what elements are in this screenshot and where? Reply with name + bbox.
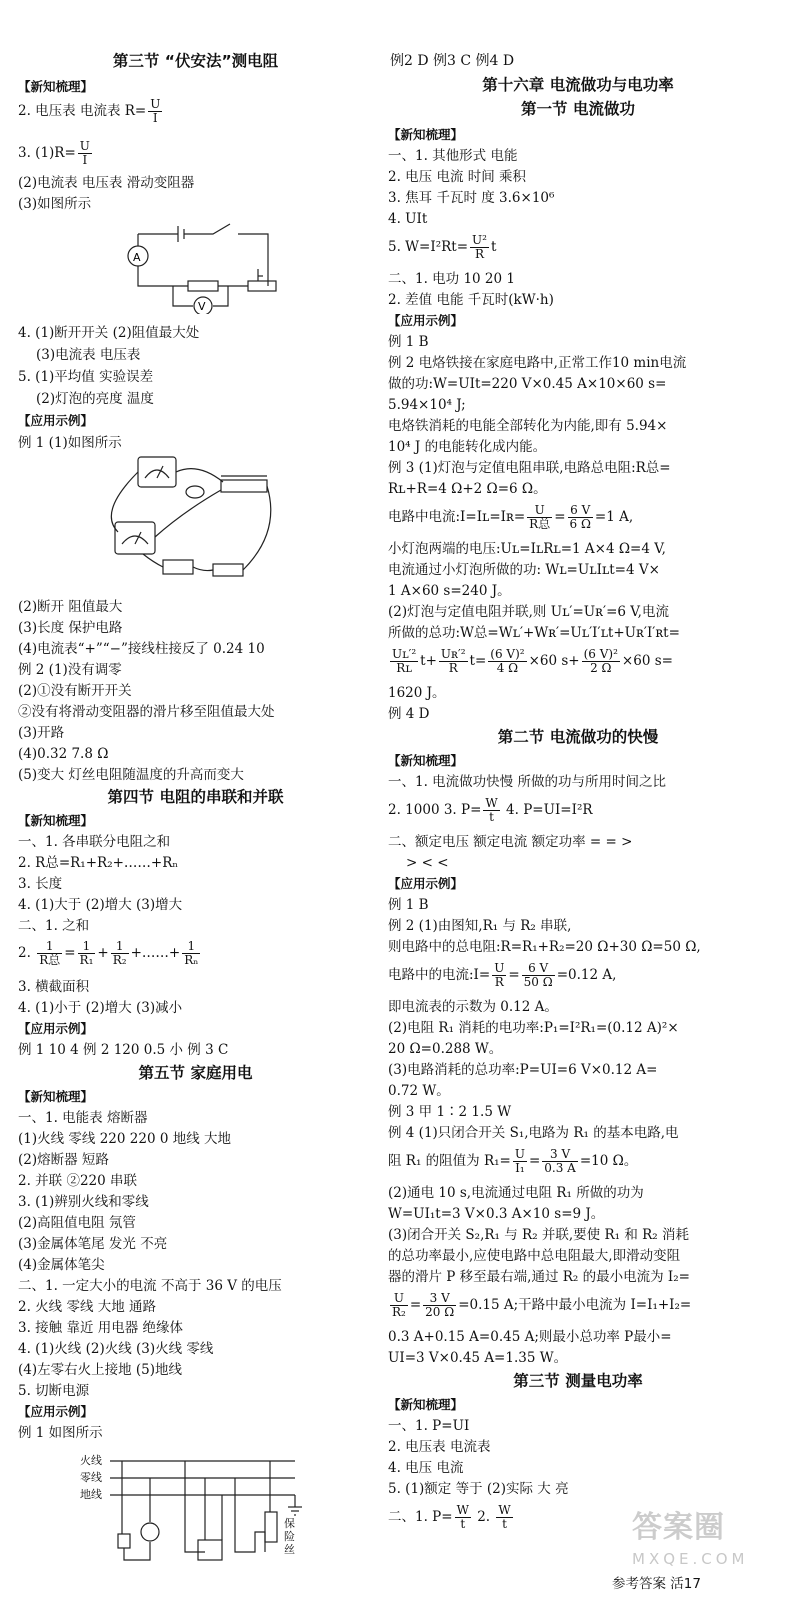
- answer-line: (2)断开 阻值最大: [18, 599, 123, 615]
- answer-line: 2. 电压 电流 时间 乘积: [388, 169, 527, 185]
- svg-text:A: A: [133, 251, 141, 264]
- answer-line: 所做的总功:W总=Wʟ′+Wʀ′=Uʟ′I′ʟt+Uʀ′I′ʀt=: [388, 625, 680, 641]
- answer-line: 一、1. 电流做功快慢 所做的功与所用时间之比: [388, 774, 666, 790]
- answer-line: 一、1. 各串联分电阻之和: [18, 834, 171, 850]
- answer-line: (1)火线 零线 220 220 0 地线 大地: [18, 1131, 231, 1147]
- answer-line: 4. (1)断开开关 (2)阻值最大处: [18, 325, 200, 341]
- answer-line: 二、额定电压 额定电流 额定功率 = = >: [388, 834, 633, 850]
- answer-line: 3. (1)R= $\frac{U}{I}$: [18, 139, 90, 167]
- answer-line: 4. (1)大于 (2)增大 (3)增大: [18, 897, 183, 913]
- answer-line: 二、1. P= $\frac{W}{t}$ 2. $\frac{W}{t}$: [388, 1503, 511, 1531]
- answer-line: 2. R总=R₁+R₂+……+Rₙ: [18, 855, 179, 871]
- answer-line: 2. 差值 电能 千瓦时(kW·h): [388, 292, 554, 308]
- tag-application: 【应用示例】: [18, 1404, 94, 1419]
- fraction: $\frac{U}{I}$: [79, 139, 90, 167]
- answer-line: 4. UIt: [388, 211, 428, 227]
- answer-line: (3)闭合开关 S₂,R₁ 与 R₂ 并联,要使 R₁ 和 R₂ 消耗: [388, 1227, 690, 1243]
- answer-line: (2)①没有断开开关: [18, 683, 132, 699]
- fig-label-live: 火线: [80, 1454, 102, 1467]
- svg-text:V: V: [198, 300, 206, 313]
- answer-line: (2)灯泡的亮度 温度: [36, 391, 154, 407]
- watermark-logo: 答案圈: [632, 1510, 725, 1545]
- answer-line: 例 1 (1)如图所示: [18, 435, 122, 451]
- experiment-apparatus-figure: [103, 452, 293, 587]
- tag-application: 【应用示例】: [388, 313, 464, 328]
- answer-line: (5)变大 灯丝电阻随温度的升高而变大: [18, 767, 244, 783]
- section-title: 第三节 测量电功率: [513, 1372, 643, 1390]
- answer-line: 4. (1)火线 (2)火线 (3)火线 零线: [18, 1341, 214, 1357]
- answer-line: (2)通电 10 s,电流通过电阻 R₁ 所做的功为: [388, 1185, 644, 1201]
- answer-line: 2. 并联 ②220 串联: [18, 1173, 138, 1189]
- page-footer: 参考答案 活17: [612, 1576, 701, 1592]
- answer-line: (3)长度 保护电路: [18, 620, 123, 636]
- answer-line: 一、1. 电能表 熔断器: [18, 1110, 148, 1126]
- answer-line: 0.72 W。: [388, 1083, 450, 1099]
- answer-line: 二、1. 之和: [18, 918, 90, 934]
- answer-line: 2. 电压表 电流表: [388, 1439, 491, 1455]
- answer-line: 例 3 甲 1∶2 1.5 W: [388, 1104, 512, 1120]
- answer-line: 2. 1000 3. P= $\frac{W}{t}$ 4. P=UI=I²R: [388, 796, 593, 824]
- answer-line: 3. 长度: [18, 876, 63, 892]
- answer-line: 2. 火线 零线 大地 通路: [18, 1299, 157, 1315]
- answer-line: 10⁴ J 的电能转化成内能。: [388, 439, 547, 455]
- answer-line: (3)电流表 电压表: [36, 347, 141, 363]
- section-title: 第二节 电流做功的快慢: [497, 728, 659, 746]
- tag-new-knowledge: 【新知梳理】: [388, 1397, 464, 1412]
- answer-line: 则电路中的总电阻:R=R₁+R₂=20 Ω+30 Ω=50 Ω,: [388, 939, 701, 955]
- top-answers: 例2 D 例3 C 例4 D: [390, 53, 515, 69]
- fig-label-fuse: 保险丝: [284, 1517, 295, 1556]
- tag-new-knowledge: 【新知梳理】: [388, 753, 464, 768]
- answer-line: 4. 电压 电流: [388, 1460, 464, 1476]
- answer-line: 5. 切断电源: [18, 1383, 90, 1399]
- answer-line: 小灯泡两端的电压:Uʟ=IʟRʟ=1 A×4 Ω=4 V,: [388, 541, 666, 557]
- answer-line: 例 3 (1)灯泡与定值电阻串联,电路总电阻:R总=: [388, 460, 671, 476]
- tag-new-knowledge: 【新知梳理】: [18, 813, 94, 828]
- chapter-title: 第十六章 电流做功与电功率: [482, 76, 674, 94]
- answer-line: (2)电阻 R₁ 消耗的电功率:P₁=I²R₁=(0.12 A)²×: [388, 1020, 679, 1036]
- answer-line: (4)金属体笔尖: [18, 1257, 105, 1273]
- answer-line: 电路中的电流:I= $\frac{U}{R}$ = $\frac{6 V}{50 \Omega}$ =0.12 A,: [388, 961, 617, 989]
- answer-line: 2. $\frac{1}{\text{R总}}$ = $\frac{1}{\text{R₁}}$ + $\frac{1}{\text{R₂}}$ +……+ $\frac{1}{\text{Rₙ}}$: [18, 939, 199, 967]
- answer-line: 例 1 B: [388, 897, 429, 913]
- tag-new-knowledge: 【新知梳理】: [388, 127, 464, 142]
- answer-line: 例 1 如图所示: [18, 1425, 103, 1441]
- answer-line: (3)电路消耗的总功率:P=UI=6 V×0.12 A=: [388, 1062, 658, 1078]
- answer-line: 例 2 电烙铁接在家庭电路中,正常工作10 min电流: [388, 355, 687, 371]
- answer-line: 一、1. P=UI: [388, 1418, 470, 1434]
- tag-new-knowledge: 【新知梳理】: [18, 79, 94, 94]
- answer-line: 例 1 10 4 例 2 120 0.5 小 例 3 C: [18, 1042, 229, 1058]
- answer-line: 阻 R₁ 的阻值为 R₁= $\frac{U}{\text{I₁}}$ = $\frac{3 V}{0.3 A}$ =10 Ω。: [388, 1147, 638, 1175]
- voltammetry-circuit-diagram: [118, 214, 288, 314]
- answer-line: 电流通过小灯泡所做的功: Wʟ=UʟIʟt=4 V×: [388, 562, 660, 578]
- answer-line: (2)灯泡与定值电阻并联,则 Uʟ′=Uʀ′=6 V,电流: [388, 604, 669, 620]
- section-title: 第一节 电流做功: [521, 100, 635, 118]
- answer-line: 电路中电流:I=Iʟ=Iʀ= $\frac{U}{\text{R总}}$ = $\frac{6 V}{6 \Omega}$ =1 A,: [388, 503, 634, 531]
- answer-line: 例 4 (1)只闭合开关 S₁,电路为 R₁ 的基本电路,电: [388, 1125, 679, 1141]
- answer-line: 1 A×60 s=240 J。: [388, 583, 511, 599]
- tag-application: 【应用示例】: [18, 413, 94, 428]
- answer-line: (3)如图所示: [18, 196, 92, 212]
- answer-line: 3. 焦耳 千瓦时 度 3.6×10⁶: [388, 190, 555, 206]
- answer-line: 5. W=I²Rt= $\frac{\text{U²}}{R}$ t: [388, 233, 497, 261]
- tag-application: 【应用示例】: [388, 876, 464, 891]
- answer-line: (4)左零右火上接地 (5)地线: [18, 1362, 183, 1378]
- answer-line: 3. (1)辨别火线和零线: [18, 1194, 149, 1210]
- answer-line: 电烙铁消耗的电能全部转化为内能,即有 5.94×: [388, 418, 668, 434]
- fig-label-neutral: 零线: [80, 1471, 102, 1484]
- answer-line: 4. (1)小于 (2)增大 (3)减小: [18, 1000, 183, 1016]
- answer-line: 做的功:W=UIt=220 V×0.45 A×10×60 s=: [388, 376, 667, 392]
- answer-line: 例 2 (1)由图知,R₁ 与 R₂ 串联,: [388, 918, 572, 934]
- answer-line: 例 2 (1)没有调零: [18, 662, 122, 678]
- answer-line: 20 Ω=0.288 W。: [388, 1041, 503, 1057]
- tag-application: 【应用示例】: [18, 1021, 94, 1036]
- answer-line: $\frac{U}{\text{R₂}}$ = $\frac{3 V}{20 \Omega}$ =0.15 A;干路中最小电流为 I=I₁+I₂=: [392, 1291, 692, 1319]
- answer-line: 的总功率最小,应使电路中总电阻最大,即滑动变阻: [388, 1248, 681, 1264]
- answer-line: (3)开路: [18, 725, 65, 741]
- answer-line: 二、1. 电功 10 20 1: [388, 271, 515, 287]
- answer-line: Rʟ+R=4 Ω+2 Ω=6 Ω。: [388, 481, 547, 497]
- answer-line: 5. (1)平均值 实验误差: [18, 369, 154, 385]
- answer-line: (2)熔断器 短路: [18, 1152, 109, 1168]
- answer-line: (2)高阻值电阻 氖管: [18, 1215, 136, 1231]
- answer-line: 3. 接触 靠近 用电器 绝缘体: [18, 1320, 184, 1336]
- answer-line: 二、1. 一定大小的电流 不高于 36 V 的电压: [18, 1278, 282, 1294]
- fraction: $\frac{U}{I}$: [150, 97, 161, 125]
- answer-line: 5.94×10⁴ J;: [388, 397, 466, 413]
- answer-line: > < <: [406, 855, 449, 871]
- answer-line: $\frac{\text{Uʟ′²}}{\text{Rʟ}}$ t+ $\frac{\text{Uʀ′²}}{R}$ t= $\frac{\text{(6 V)²}}{4 \Omega}$ ×60 s+ $\frac{\text{(6 V)²}}{2 \Omega}$ ×60 s=: [392, 647, 673, 675]
- answer-line: ②没有将滑动变阻器的滑片移至阻值最大处: [18, 704, 275, 720]
- answer-line: 2. 电压表 电流表 R= $\frac{U}{I}$: [18, 97, 161, 125]
- answer-line: 0.3 A+0.15 A=0.45 A;则最小总功率 P最小=: [388, 1329, 672, 1345]
- section-title: 第三节 “伏安法”测电阻: [112, 52, 279, 70]
- answer-line: 例 4 D: [388, 706, 430, 722]
- answer-line: UI=3 V×0.45 A=1.35 W。: [388, 1350, 568, 1366]
- answer-line: 即电流表的示数为 0.12 A。: [388, 999, 558, 1015]
- tag-new-knowledge: 【新知梳理】: [18, 1089, 94, 1104]
- answer-line: (2)电流表 电压表 滑动变阻器: [18, 175, 195, 191]
- section-title: 第五节 家庭用电: [138, 1064, 253, 1082]
- answer-line: 3. 横截面积: [18, 979, 90, 995]
- answer-line: 例 1 B: [388, 334, 429, 350]
- answer-line: 器的滑片 P 移至最右端,通过 R₂ 的最小电流为 I₂=: [388, 1269, 690, 1285]
- fig-label-ground: 地线: [80, 1488, 102, 1501]
- answer-line: 5. (1)额定 等于 (2)实际 大 亮: [388, 1481, 569, 1497]
- watermark-url: MXQE.COM: [632, 1550, 749, 1568]
- answer-line: (4)0.32 7.8 Ω: [18, 746, 109, 762]
- answer-line: 1620 J。: [388, 685, 446, 701]
- answer-line: (4)电流表“+”“−”接线柱接反了 0.24 10: [18, 641, 265, 657]
- section-title: 第四节 电阻的串联和并联: [107, 788, 284, 806]
- answer-line: 一、1. 其他形式 电能: [388, 148, 518, 164]
- answer-line: (3)金属体笔尾 发光 不亮: [18, 1236, 168, 1252]
- answer-line: W=UI₁t=3 V×0.3 A×10 s=9 J。: [388, 1206, 605, 1222]
